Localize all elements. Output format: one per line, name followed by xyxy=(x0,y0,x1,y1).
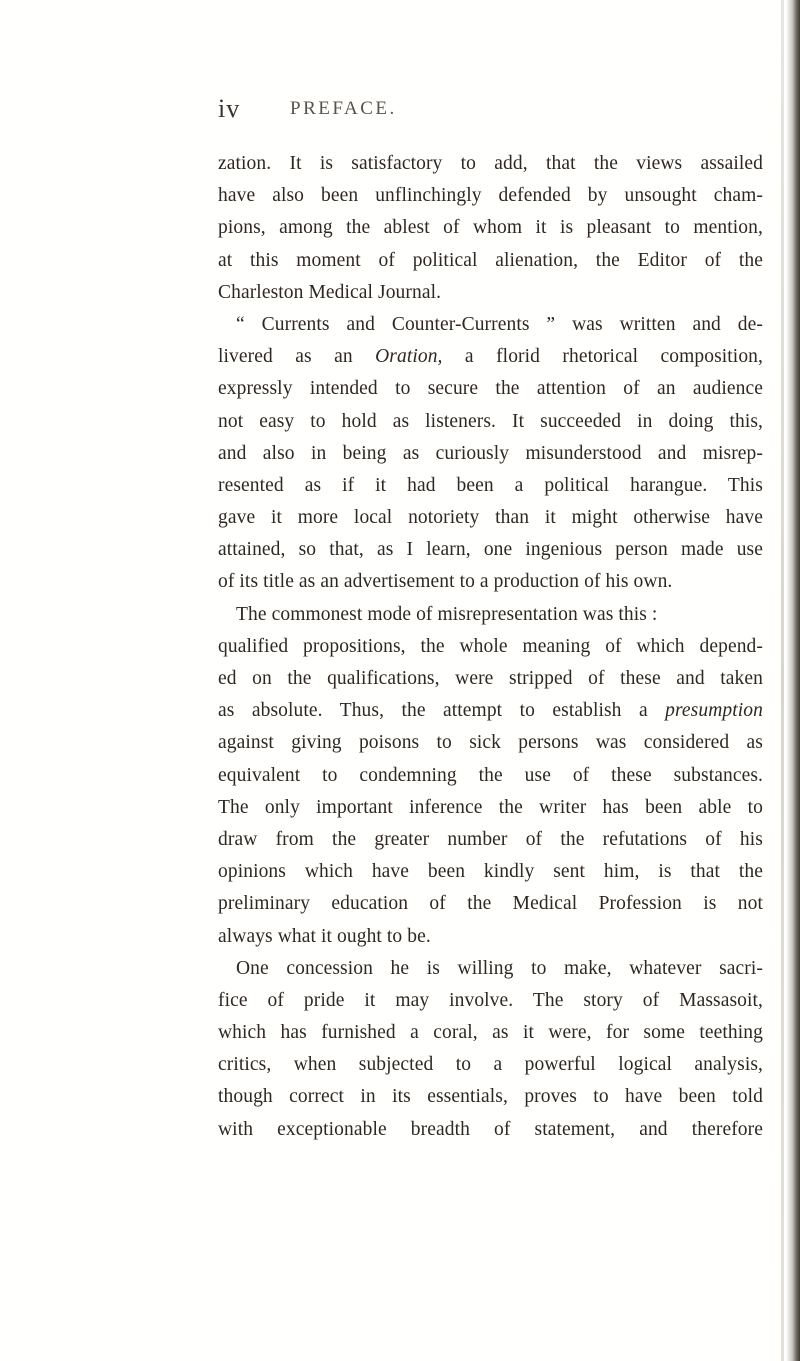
running-head: PREFACE. xyxy=(290,98,397,119)
italic-oration: Oration, xyxy=(375,346,443,368)
text-line: “ Currents and Counter-Currents ” was written and de- xyxy=(236,313,763,335)
text-line: fice of pride it may involve. The story of Massasoit, xyxy=(218,989,763,1011)
text-line: at this moment of political alienation, the Editor of the xyxy=(218,249,763,271)
text-line: pions, among the ablest of whom it is pleasant to mention, xyxy=(218,217,763,239)
text-line: ed on the qualifications, were stripped of these and taken xyxy=(218,668,763,689)
page-edge-line xyxy=(781,0,784,1361)
text-line: not easy to hold as listeners. It succeeded in doing this, xyxy=(218,410,763,432)
italic-presumption: presumption xyxy=(665,700,763,722)
text-line: attained, so that, as I learn, one ingenious person made use xyxy=(218,539,763,561)
text-line: zation. It is satisfactory to add, that the views assailed xyxy=(218,153,763,174)
text-line: opinions which have been kindly sent him, is that the xyxy=(218,861,763,883)
text-line: and also in being as curiously misunderstood and misrep- xyxy=(218,442,763,464)
text-line: have also been unflinchingly defended by unsought cham- xyxy=(218,185,763,207)
page-number: iv xyxy=(218,94,241,123)
text-line: though correct in its essentials, proves to have been told xyxy=(218,1086,763,1108)
text-line: with exceptionable breadth of statement, and therefore xyxy=(218,1118,763,1140)
text-line: critics, when subjected to a powerful logical analysis, xyxy=(218,1054,763,1076)
book-spine-shadow xyxy=(786,0,800,1361)
text-line: preliminary education of the Medical Profession is not xyxy=(218,893,763,915)
body-text xyxy=(218,148,763,1146)
text-line: equivalent to condemning the use of these substances. xyxy=(218,764,763,786)
text-segment: livered as an xyxy=(218,346,376,368)
text-line: always what it ought to be. xyxy=(218,925,431,947)
page-header xyxy=(218,90,778,130)
text-line: against giving poisons to sick persons was considered as xyxy=(218,732,763,754)
text-line: qualified propositions, the whole meaning of which depend- xyxy=(218,635,763,657)
text-line-mixed xyxy=(218,695,763,727)
text-line: The commonest mode of misrepresentation was this : xyxy=(236,603,658,625)
text-line: expressly intended to secure the attention of an audience xyxy=(218,378,763,400)
text-line: The only important inference the writer has been able to xyxy=(218,796,763,818)
text-segment: a florid rhetorical composition, xyxy=(442,346,763,368)
text-line: resented as if it had been a political harangue. This xyxy=(218,474,763,496)
text-segment: as absolute. Thus, the attempt to establish a xyxy=(218,700,666,722)
text-line: gave it more local notoriety than it might otherwise have xyxy=(218,507,763,529)
text-line: Charleston Medical Journal. xyxy=(218,281,442,303)
text-line-mixed xyxy=(218,341,763,373)
text-line: draw from the greater number of the refutations of his xyxy=(218,828,763,850)
text-line: of its title as an advertisement to a production of his own. xyxy=(218,571,673,593)
text-line: One concession he is willing to make, whatever sacri- xyxy=(236,957,763,979)
text-line: which has furnished a coral, as it were, for some teething xyxy=(218,1022,763,1044)
